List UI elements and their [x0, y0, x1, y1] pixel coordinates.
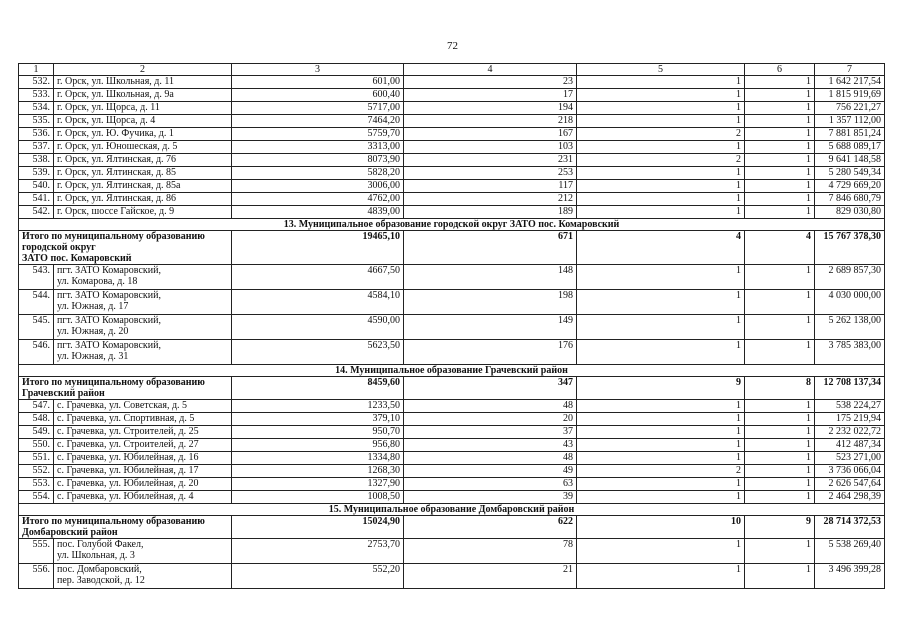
row-number: 539.: [19, 167, 54, 180]
row-number: 548.: [19, 413, 54, 426]
row-col5: 1: [577, 452, 745, 465]
row-residents: 48: [404, 452, 577, 465]
total-col6: 9: [745, 516, 815, 539]
row-col6: 1: [745, 154, 815, 167]
header-cell: 5: [577, 64, 745, 76]
row-area: 2753,70: [232, 539, 404, 564]
row-col5: 1: [577, 76, 745, 89]
table-row: [19, 478, 885, 491]
row-cost: 3 785 383,00: [815, 340, 885, 365]
row-number: 537.: [19, 141, 54, 154]
address-line: с. Грачевка, ул. Юбилейная, д. 16: [57, 452, 199, 463]
row-address: [54, 465, 232, 478]
row-residents: 23: [404, 76, 577, 89]
row-number: 553.: [19, 478, 54, 491]
row-number: 542.: [19, 206, 54, 219]
address-line: г. Орск, ул. Ялтинская, д. 85: [57, 167, 177, 178]
total-col6: 8: [745, 377, 815, 400]
row-address: [54, 564, 232, 589]
total-cost: 12 708 137,34: [815, 377, 885, 400]
row-col6: 1: [745, 76, 815, 89]
row-cost: 175 219,94: [815, 413, 885, 426]
table-row: [19, 400, 885, 413]
row-cost: 2 464 298,39: [815, 491, 885, 504]
row-address: [54, 128, 232, 141]
address-line: ул. Южная, д. 17: [57, 301, 129, 312]
address-line: с. Грачевка, ул. Юбилейная, д. 4: [57, 491, 194, 502]
row-number: 543.: [19, 265, 54, 290]
total-residents: 622: [404, 516, 577, 539]
row-area: 4667,50: [232, 265, 404, 290]
row-col6: 1: [745, 102, 815, 115]
row-area: 7464,20: [232, 115, 404, 128]
row-number: 551.: [19, 452, 54, 465]
total-col5: 4: [577, 231, 745, 265]
table-row: [19, 141, 885, 154]
row-number: 536.: [19, 128, 54, 141]
row-address: [54, 315, 232, 340]
row-residents: 21: [404, 564, 577, 589]
row-address: [54, 193, 232, 206]
row-cost: 829 030,80: [815, 206, 885, 219]
row-cost: 7 881 851,24: [815, 128, 885, 141]
row-col6: 1: [745, 89, 815, 102]
row-col5: 2: [577, 465, 745, 478]
address-line: пгт. ЗАТО Комаровский,: [57, 340, 161, 351]
address-line: Домбаровский район: [22, 527, 118, 538]
row-col6: 1: [745, 400, 815, 413]
row-col5: 1: [577, 564, 745, 589]
total-row: [19, 231, 885, 265]
row-residents: 20: [404, 413, 577, 426]
row-address: [54, 154, 232, 167]
section-heading-row: [19, 219, 885, 231]
address-line: с. Грачевка, ул. Юбилейная, д. 17: [57, 465, 199, 476]
row-col6: 1: [745, 315, 815, 340]
row-residents: 43: [404, 439, 577, 452]
row-cost: 523 271,00: [815, 452, 885, 465]
row-area: 5623,50: [232, 340, 404, 365]
row-number: 546.: [19, 340, 54, 365]
address-line: Итого по муниципальному образованию: [22, 516, 205, 527]
page-number: 72: [447, 40, 458, 52]
table-row: [19, 426, 885, 439]
row-col5: 1: [577, 290, 745, 315]
row-number: 554.: [19, 491, 54, 504]
row-area: 4590,00: [232, 315, 404, 340]
row-number: 555.: [19, 539, 54, 564]
row-cost: 2 626 547,64: [815, 478, 885, 491]
row-cost: 756 221,27: [815, 102, 885, 115]
row-cost: 3 736 066,04: [815, 465, 885, 478]
total-row: [19, 377, 885, 400]
row-col6: 1: [745, 206, 815, 219]
total-label: [19, 231, 232, 265]
row-col6: 1: [745, 340, 815, 365]
address-line: г. Орск, ул. Школьная, д. 11: [57, 76, 175, 87]
table-row: [19, 290, 885, 315]
total-cost: 28 714 372,53: [815, 516, 885, 539]
header-cell: 2: [54, 64, 232, 76]
row-col6: 1: [745, 413, 815, 426]
section-title: 15. Муниципальное образование Домбаровский район: [19, 504, 885, 516]
row-number: 533.: [19, 89, 54, 102]
address-line: ул. Южная, д. 20: [57, 326, 129, 337]
total-col5: 10: [577, 516, 745, 539]
row-col5: 1: [577, 265, 745, 290]
row-area: 600,40: [232, 89, 404, 102]
row-residents: 231: [404, 154, 577, 167]
address-line: ул. Комарова, д. 18: [57, 276, 138, 287]
row-area: 552,20: [232, 564, 404, 589]
row-number: 552.: [19, 465, 54, 478]
row-address: [54, 491, 232, 504]
row-cost: 5 262 138,00: [815, 315, 885, 340]
address-line: г. Орск, ул. Ялтинская, д. 85а: [57, 180, 181, 191]
row-col6: 1: [745, 193, 815, 206]
row-number: 544.: [19, 290, 54, 315]
row-area: 5828,20: [232, 167, 404, 180]
row-residents: 198: [404, 290, 577, 315]
row-residents: 149: [404, 315, 577, 340]
row-area: 1327,90: [232, 478, 404, 491]
row-col6: 1: [745, 141, 815, 154]
row-cost: 1 357 112,00: [815, 115, 885, 128]
address-line: г. Орск, ул. Ялтинская, д. 76: [57, 154, 177, 165]
row-cost: 2 232 022,72: [815, 426, 885, 439]
row-col5: 2: [577, 128, 745, 141]
total-label: [19, 377, 232, 400]
address-line: ул. Школьная, д. 3: [57, 550, 135, 561]
address-line: г. Орск, ул. Школьная, д. 9а: [57, 89, 174, 100]
row-address: [54, 76, 232, 89]
row-residents: 167: [404, 128, 577, 141]
row-col5: 1: [577, 206, 745, 219]
row-address: [54, 102, 232, 115]
row-cost: 9 641 148,58: [815, 154, 885, 167]
address-line: с. Грачевка, ул. Спортивная, д. 5: [57, 413, 195, 424]
row-number: 540.: [19, 180, 54, 193]
row-residents: 78: [404, 539, 577, 564]
table-header-row: [19, 64, 885, 76]
address-line: с. Грачевка, ул. Строителей, д. 27: [57, 439, 199, 450]
row-address: [54, 89, 232, 102]
row-address: [54, 413, 232, 426]
row-cost: 2 689 857,30: [815, 265, 885, 290]
row-address: [54, 452, 232, 465]
row-area: 950,70: [232, 426, 404, 439]
header-cell: 7: [815, 64, 885, 76]
table-row: [19, 413, 885, 426]
table-row: [19, 128, 885, 141]
header-cell: 4: [404, 64, 577, 76]
table-row: [19, 167, 885, 180]
row-col6: 1: [745, 439, 815, 452]
address-line: с. Грачевка, ул. Юбилейная, д. 20: [57, 478, 199, 489]
row-address: [54, 539, 232, 564]
row-col5: 2: [577, 154, 745, 167]
address-line: Итого по муниципальному образованию: [22, 231, 205, 242]
section-title: 13. Муниципальное образование городской округ ЗАТО пос. Комаровский: [19, 219, 885, 231]
row-number: 541.: [19, 193, 54, 206]
section-heading-row: [19, 365, 885, 377]
row-cost: 412 487,34: [815, 439, 885, 452]
row-residents: 194: [404, 102, 577, 115]
table-row: [19, 193, 885, 206]
row-cost: 4 729 669,20: [815, 180, 885, 193]
total-residents: 347: [404, 377, 577, 400]
row-number: 556.: [19, 564, 54, 589]
row-col6: 1: [745, 539, 815, 564]
row-col5: 1: [577, 167, 745, 180]
total-label: [19, 516, 232, 539]
row-cost: 538 224,27: [815, 400, 885, 413]
address-line: г. Орск, ул. Ялтинская, д. 86: [57, 193, 177, 204]
data-table: [18, 63, 885, 589]
row-col6: 1: [745, 426, 815, 439]
address-line: пос. Домбаровский,: [57, 564, 142, 575]
row-area: 1233,50: [232, 400, 404, 413]
address-line: пгт. ЗАТО Комаровский,: [57, 265, 161, 276]
row-cost: 1 815 919,69: [815, 89, 885, 102]
row-col5: 1: [577, 115, 745, 128]
row-col5: 1: [577, 315, 745, 340]
row-number: 550.: [19, 439, 54, 452]
row-area: 1008,50: [232, 491, 404, 504]
table-row: [19, 315, 885, 340]
row-residents: 48: [404, 400, 577, 413]
row-address: [54, 290, 232, 315]
row-residents: 212: [404, 193, 577, 206]
address-line: г. Орск, шоссе Гайское, д. 9: [57, 206, 175, 217]
row-col5: 1: [577, 426, 745, 439]
row-number: 535.: [19, 115, 54, 128]
row-col6: 1: [745, 564, 815, 589]
row-residents: 103: [404, 141, 577, 154]
row-address: [54, 141, 232, 154]
table-row: [19, 206, 885, 219]
row-area: 5717,00: [232, 102, 404, 115]
total-residents: 671: [404, 231, 577, 265]
address-line: пос. Голубой Факел,: [57, 539, 144, 550]
row-address: [54, 340, 232, 365]
address-line: г. Орск, ул. Юношеская, д. 5: [57, 141, 178, 152]
address-line: пгт. ЗАТО Комаровский,: [57, 290, 161, 301]
address-line: с. Грачевка, ул. Советская, д. 5: [57, 400, 188, 411]
row-residents: 176: [404, 340, 577, 365]
row-area: 5759,70: [232, 128, 404, 141]
row-residents: 49: [404, 465, 577, 478]
row-number: 532.: [19, 76, 54, 89]
row-number: 538.: [19, 154, 54, 167]
address-line: с. Грачевка, ул. Строителей, д. 25: [57, 426, 199, 437]
total-row: [19, 516, 885, 539]
row-area: 4839,00: [232, 206, 404, 219]
address-line: Грачевский район: [22, 388, 105, 399]
address-line: ул. Южная, д. 31: [57, 351, 129, 362]
row-col5: 1: [577, 340, 745, 365]
row-col5: 1: [577, 102, 745, 115]
row-address: [54, 426, 232, 439]
header-cell: 3: [232, 64, 404, 76]
total-area: 15024,90: [232, 516, 404, 539]
table-row: [19, 452, 885, 465]
row-residents: 117: [404, 180, 577, 193]
row-residents: 39: [404, 491, 577, 504]
total-cost: 15 767 378,30: [815, 231, 885, 265]
row-area: 1334,80: [232, 452, 404, 465]
row-col6: 1: [745, 290, 815, 315]
row-area: 956,80: [232, 439, 404, 452]
address-line: пер. Заводской, д. 12: [57, 575, 145, 586]
row-col5: 1: [577, 89, 745, 102]
row-col5: 1: [577, 413, 745, 426]
row-address: [54, 115, 232, 128]
row-cost: 1 642 217,54: [815, 76, 885, 89]
row-address: [54, 206, 232, 219]
row-col6: 1: [745, 115, 815, 128]
row-col5: 1: [577, 539, 745, 564]
section-title: 14. Муниципальное образование Грачевский район: [19, 365, 885, 377]
row-number: 549.: [19, 426, 54, 439]
row-residents: 63: [404, 478, 577, 491]
table-row: [19, 439, 885, 452]
row-number: 534.: [19, 102, 54, 115]
address-line: Итого по муниципальному образованию: [22, 377, 205, 388]
header-cell: 1: [19, 64, 54, 76]
row-residents: 17: [404, 89, 577, 102]
table-row: [19, 154, 885, 167]
row-cost: 4 030 000,00: [815, 290, 885, 315]
table-row: [19, 180, 885, 193]
row-address: [54, 180, 232, 193]
total-area: 8459,60: [232, 377, 404, 400]
row-col6: 1: [745, 452, 815, 465]
row-col6: 1: [745, 167, 815, 180]
table-row: [19, 89, 885, 102]
row-address: [54, 400, 232, 413]
row-address: [54, 478, 232, 491]
address-line: пгт. ЗАТО Комаровский,: [57, 315, 161, 326]
row-cost: 7 846 680,79: [815, 193, 885, 206]
total-col5: 9: [577, 377, 745, 400]
row-col6: 1: [745, 478, 815, 491]
row-col5: 1: [577, 141, 745, 154]
row-residents: 37: [404, 426, 577, 439]
row-cost: 5 688 089,17: [815, 141, 885, 154]
row-cost: 3 496 399,28: [815, 564, 885, 589]
row-area: 8073,90: [232, 154, 404, 167]
section-heading-row: [19, 504, 885, 516]
row-residents: 148: [404, 265, 577, 290]
row-area: 3006,00: [232, 180, 404, 193]
total-col6: 4: [745, 231, 815, 265]
row-area: 3313,00: [232, 141, 404, 154]
header-cell: 6: [745, 64, 815, 76]
row-col6: 1: [745, 465, 815, 478]
table-row: [19, 76, 885, 89]
row-col6: 1: [745, 491, 815, 504]
row-area: 379,10: [232, 413, 404, 426]
row-area: 1268,30: [232, 465, 404, 478]
table-row: [19, 102, 885, 115]
row-col5: 1: [577, 193, 745, 206]
address-line: г. Орск, ул. Ю. Фучика, д. 1: [57, 128, 174, 139]
row-col5: 1: [577, 180, 745, 193]
address-line: г. Орск, ул. Щорса, д. 4: [57, 115, 156, 126]
table-row: [19, 265, 885, 290]
address-line: ЗАТО пос. Комаровский: [22, 253, 132, 264]
address-line: городской округ: [22, 242, 96, 253]
table-row: [19, 564, 885, 589]
row-area: 4584,10: [232, 290, 404, 315]
row-number: 547.: [19, 400, 54, 413]
row-address: [54, 265, 232, 290]
table-row: [19, 465, 885, 478]
row-residents: 218: [404, 115, 577, 128]
row-col5: 1: [577, 439, 745, 452]
address-line: г. Орск, ул. Щорса, д. 11: [57, 102, 160, 113]
row-residents: 253: [404, 167, 577, 180]
row-area: 601,00: [232, 76, 404, 89]
table-row: [19, 115, 885, 128]
row-cost: 5 280 549,34: [815, 167, 885, 180]
row-number: 545.: [19, 315, 54, 340]
row-address: [54, 167, 232, 180]
row-cost: 5 538 269,40: [815, 539, 885, 564]
row-area: 4762,00: [232, 193, 404, 206]
table-row: [19, 491, 885, 504]
row-col5: 1: [577, 478, 745, 491]
row-col5: 1: [577, 491, 745, 504]
row-residents: 189: [404, 206, 577, 219]
row-col6: 1: [745, 265, 815, 290]
row-address: [54, 439, 232, 452]
row-col6: 1: [745, 180, 815, 193]
row-col6: 1: [745, 128, 815, 141]
row-col5: 1: [577, 400, 745, 413]
total-area: 19465,10: [232, 231, 404, 265]
table-body: [19, 64, 885, 589]
table-row: [19, 340, 885, 365]
table-row: [19, 539, 885, 564]
